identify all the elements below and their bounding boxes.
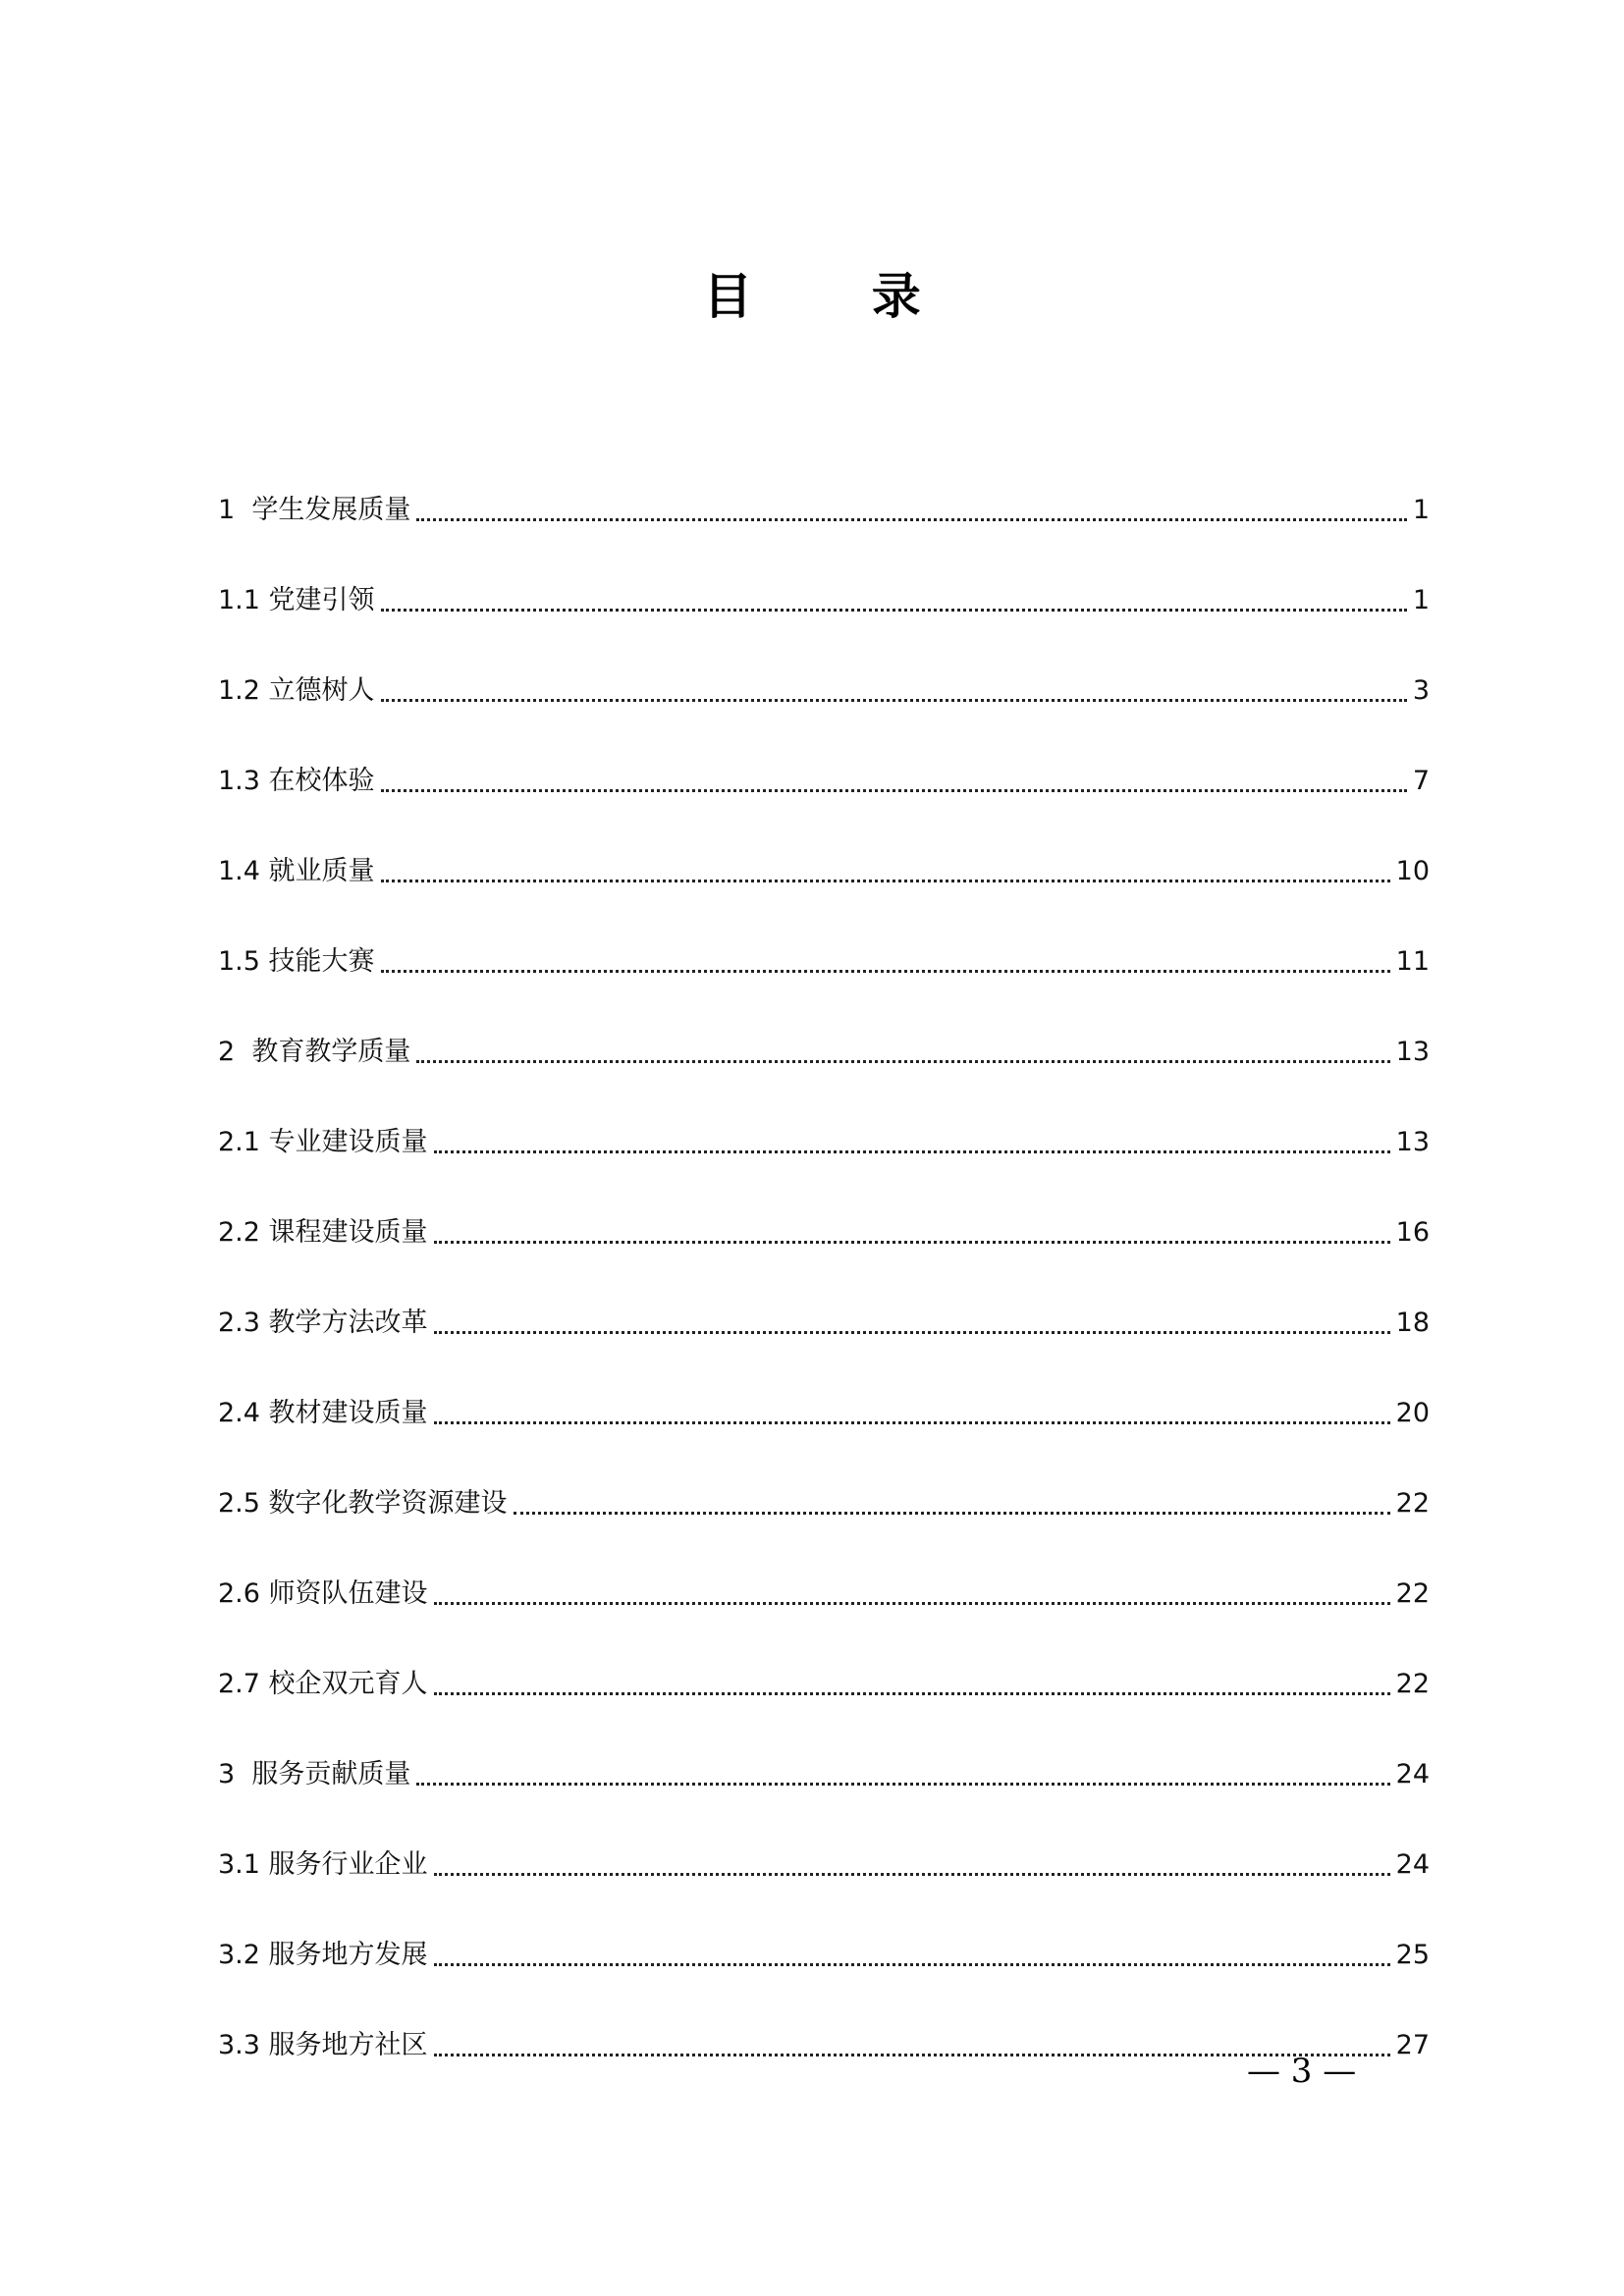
dot-leader (416, 1060, 1389, 1063)
toc-entry-number: 3.2 (218, 1940, 269, 1970)
toc-entry-label: 校企双元育人 (268, 1669, 428, 1699)
toc-entry[interactable] (218, 1702, 1430, 1792)
toc-entry[interactable] (218, 1341, 1430, 1431)
toc-entry-number: 3.1 (218, 1849, 269, 1880)
toc-entry[interactable] (218, 438, 1430, 528)
toc-entry[interactable] (218, 1431, 1430, 1522)
page-title: 目 录 (703, 267, 972, 325)
toc-entry-number: 2.7 (218, 1669, 269, 1699)
toc-entry[interactable] (218, 1522, 1430, 1612)
toc-entry-label: 党建引领 (268, 585, 375, 615)
toc-entry-page: 1 (1412, 585, 1430, 615)
toc-entry-label: 学生发展质量 (251, 495, 411, 525)
toc-entry-page: 22 (1395, 1578, 1430, 1609)
toc-entry[interactable] (218, 618, 1430, 709)
toc-entry[interactable] (218, 528, 1430, 618)
toc-entry-number: 1 (218, 495, 252, 525)
toc-entry[interactable] (218, 1792, 1430, 1883)
toc-entry-page: 7 (1412, 766, 1430, 796)
dot-leader (434, 1331, 1390, 1334)
table-of-contents (218, 438, 1430, 2063)
toc-entry-page: 18 (1395, 1308, 1430, 1338)
toc-entry[interactable] (218, 1160, 1430, 1251)
toc-entry-number: 3.3 (218, 2030, 269, 2060)
dot-leader (381, 609, 1407, 612)
dot-leader (434, 1241, 1390, 1244)
toc-entry[interactable] (218, 1883, 1430, 1973)
toc-entry[interactable] (218, 1973, 1430, 2063)
toc-entry-number: 1.3 (218, 766, 269, 796)
toc-entry-number: 2.4 (218, 1398, 269, 1428)
dot-leader (514, 1512, 1390, 1515)
dot-leader (434, 1692, 1390, 1695)
toc-entry-page: 20 (1395, 1398, 1430, 1428)
toc-entry-number: 1.5 (218, 946, 269, 977)
toc-entry[interactable] (218, 1612, 1430, 1702)
toc-entry-page: 13 (1395, 1127, 1430, 1157)
toc-entry-number: 1.1 (218, 585, 269, 615)
toc-entry-label: 就业质量 (268, 856, 375, 886)
toc-entry-page: 25 (1395, 1940, 1430, 1970)
toc-entry-page: 22 (1395, 1488, 1430, 1519)
toc-entry-label: 教材建设质量 (268, 1398, 428, 1428)
toc-entry[interactable] (218, 799, 1430, 889)
dot-leader (381, 970, 1390, 973)
toc-entry-label: 师资队伍建设 (268, 1578, 428, 1609)
dot-leader (381, 880, 1390, 882)
dot-leader (381, 699, 1407, 702)
dot-leader (381, 789, 1407, 792)
toc-entry-number: 2 (218, 1037, 252, 1067)
dot-leader (434, 1421, 1390, 1424)
dot-leader (416, 518, 1406, 521)
toc-entry-number: 3 (218, 1759, 252, 1789)
dot-leader (416, 1783, 1389, 1786)
toc-entry-label: 服务行业企业 (268, 1849, 428, 1880)
toc-entry-number: 2.3 (218, 1308, 269, 1338)
toc-entry-page: 11 (1395, 946, 1430, 977)
toc-entry[interactable] (218, 709, 1430, 799)
toc-entry-label: 技能大赛 (268, 946, 375, 977)
dot-leader (434, 1150, 1390, 1153)
toc-entry-label: 数字化教学资源建设 (268, 1488, 508, 1519)
toc-entry-page: 3 (1412, 675, 1430, 706)
toc-entry[interactable] (218, 1251, 1430, 1341)
toc-entry-label: 服务地方社区 (268, 2030, 428, 2060)
toc-entry[interactable] (218, 889, 1430, 980)
toc-entry-label: 服务贡献质量 (251, 1759, 411, 1789)
toc-entry-label: 在校体验 (268, 766, 375, 796)
toc-entry[interactable] (218, 1070, 1430, 1160)
toc-entry-page: 24 (1395, 1759, 1430, 1789)
page-number: — 3 — (1247, 2052, 1357, 2091)
toc-entry-page: 22 (1395, 1669, 1430, 1699)
toc-entry[interactable] (218, 980, 1430, 1070)
toc-entry-page: 13 (1395, 1037, 1430, 1067)
toc-entry-number: 2.5 (218, 1488, 269, 1519)
toc-entry-label: 课程建设质量 (268, 1217, 428, 1248)
toc-entry-label: 专业建设质量 (268, 1127, 428, 1157)
toc-entry-label: 立德树人 (268, 675, 375, 706)
dot-leader (434, 1963, 1390, 1966)
toc-entry-number: 2.2 (218, 1217, 269, 1248)
toc-entry-number: 2.6 (218, 1578, 269, 1609)
dot-leader (434, 1602, 1390, 1605)
toc-entry-label: 教学方法改革 (268, 1308, 428, 1338)
toc-entry-page: 24 (1395, 1849, 1430, 1880)
toc-entry-number: 1.2 (218, 675, 269, 706)
toc-entry-number: 1.4 (218, 856, 269, 886)
toc-entry-label: 服务地方发展 (268, 1940, 428, 1970)
toc-entry-label: 教育教学质量 (251, 1037, 411, 1067)
toc-entry-page: 10 (1395, 856, 1430, 886)
toc-entry-page: 27 (1395, 2030, 1430, 2060)
dot-leader (434, 1873, 1390, 1876)
toc-entry-number: 2.1 (218, 1127, 269, 1157)
toc-entry-page: 1 (1412, 495, 1430, 525)
toc-entry-page: 16 (1395, 1217, 1430, 1248)
